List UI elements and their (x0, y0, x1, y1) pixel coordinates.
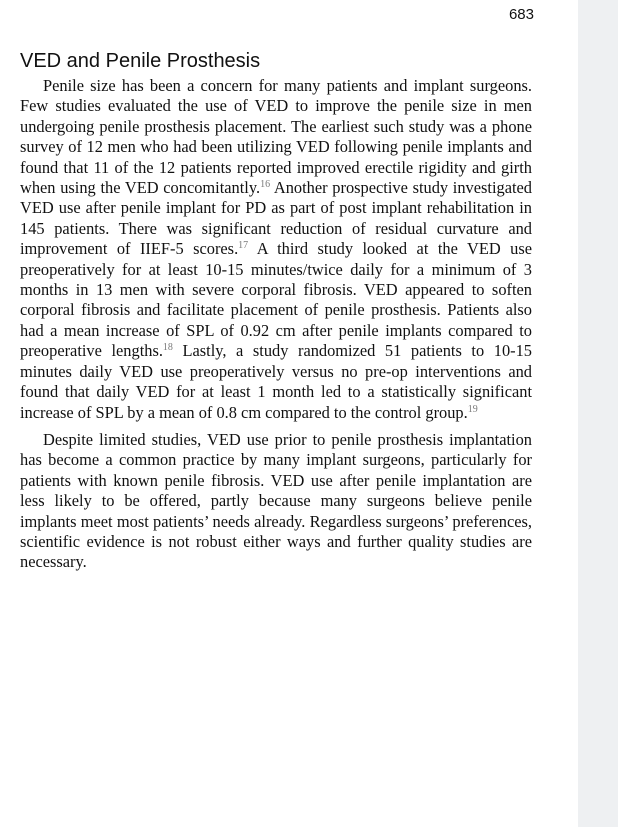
paragraph-text: Another prospective study investigated VED use after penile implant for PD as part of post implant rehabilitation in 145 patients. There was significant reduction of residual curvature and improvement of IIEF-5 scores. (20, 178, 532, 259)
paragraph-text: Penile size has been a concern for many patients and implant surgeons. Few studies evaluated the use of VED to improve the penile size in men undergoing penile prosthesis placement. The earliest such study was a phone survey of 12 men who had been utilizing VED following penile implants and found that 11 of the 12 patients reported improved erectile rigidity and girth when using the VED concomitantly. (20, 76, 532, 198)
section-heading: VED and Penile Prosthesis (20, 50, 261, 72)
right-margin-panel (578, 0, 618, 827)
reference-superscript: 17 (238, 240, 249, 252)
page-number: 683 (508, 6, 534, 23)
paragraph-text: Lastly, a study randomized 51 patients to 10-15 minutes daily VED use preoperatively versus no pre-op interventions and found that daily VED for at least 1 month led to a statistically significant increase of SPL by a mean of 0.8 cm compared to the control group. (20, 341, 532, 422)
body-text (20, 76, 532, 573)
paragraph-2 (20, 430, 532, 573)
paragraph-text: Despite limited studies, VED use prior to penile prosthesis implantation has become a common practice by many implant surgeons, particularly for patients with known penile fibrosis. VED use after penile implantation are less likely to be offered, partly because many surgeons believe penile implants meet most patients’ needs already. Regardless surgeons’ preferences, scientific evidence is not robust either ways and further quality studies are necessary. (20, 429, 532, 572)
reference-superscript: 18 (162, 342, 173, 354)
paragraph-text: A third study looked at the VED use preoperatively for at least 10-15 minutes/twice daily for a minimum of 3 months in 13 men with severe corporal fibrosis. VED appeared to soften corporal fibrosis and facilitate placement of penile prosthesis. Patients also had a mean increase of SPL of 0.92 cm after penile implants compared to preoperative lengths. (20, 239, 532, 361)
reference-superscript: 16 (260, 179, 271, 191)
reference-superscript: 19 (467, 403, 478, 415)
paragraph-1 (20, 76, 532, 423)
